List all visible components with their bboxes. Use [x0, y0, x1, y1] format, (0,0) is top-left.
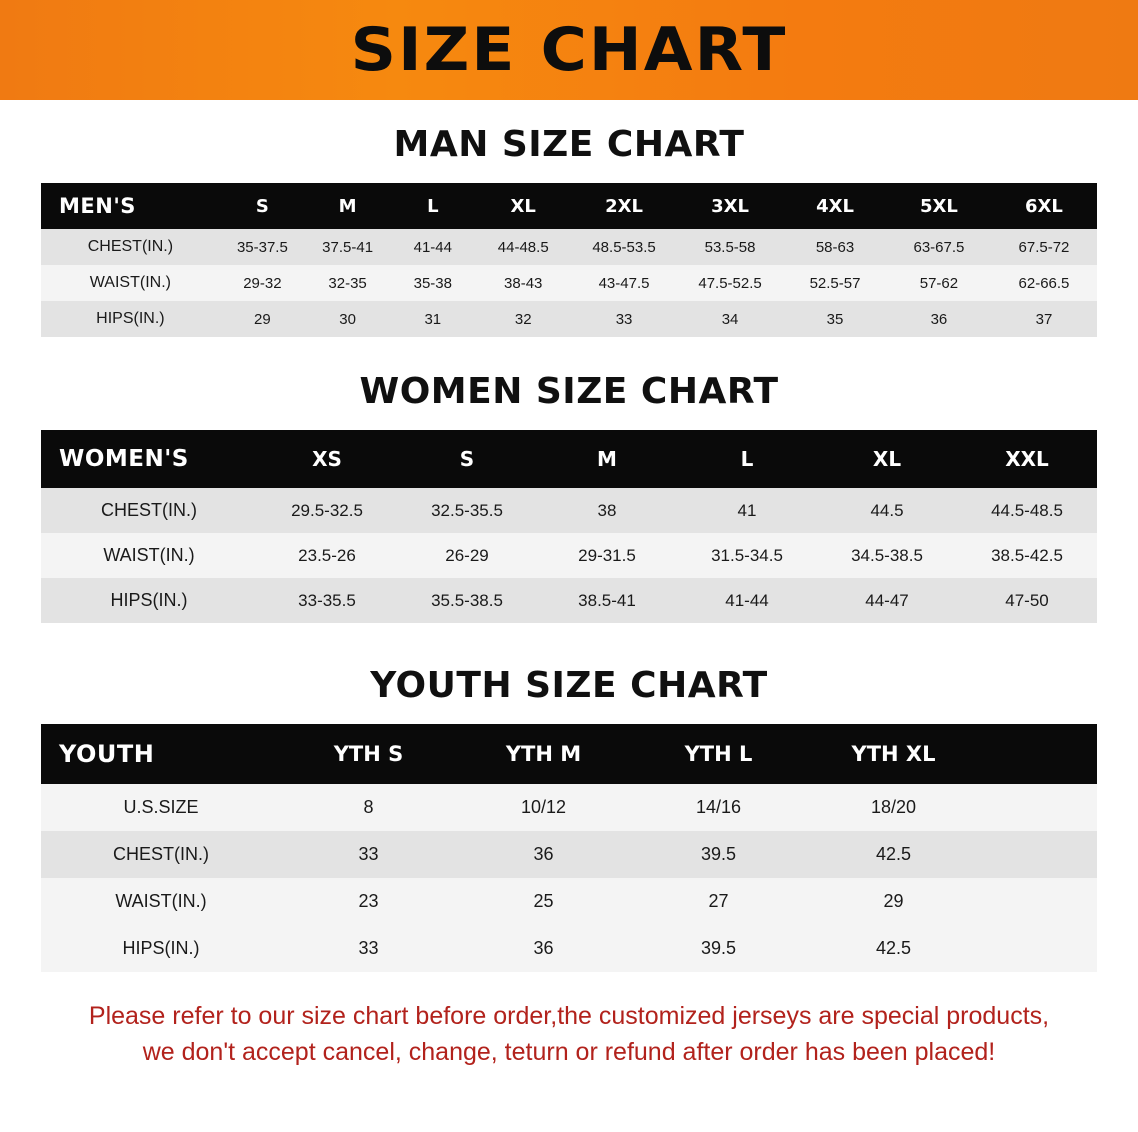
youth-row-label-chest: CHEST(IN.): [41, 831, 281, 878]
youth-header-label: YOUTH: [41, 724, 281, 784]
man-waist-3xl: 47.5-52.5: [677, 265, 783, 301]
women-row-label-chest: CHEST(IN.): [41, 488, 257, 533]
man-col-9: 6XL: [991, 183, 1097, 229]
disclaimer-line-2: we don't accept cancel, change, teturn or refund after order has been placed!: [142, 1038, 996, 1067]
women-hips-s: 35.5-38.5: [397, 578, 537, 623]
man-chest-3xl: 53.5-58: [677, 229, 783, 265]
youth-ussize-s: 8: [281, 784, 456, 831]
women-waist-l: 31.5-34.5: [677, 533, 817, 578]
man-chest-4xl: 58-63: [783, 229, 887, 265]
women-col-5: XL: [817, 430, 957, 488]
youth-col-4: YTH XL: [806, 724, 981, 784]
youth-row-label-waist: WAIST(IN.): [41, 878, 281, 925]
table-row: [41, 488, 1097, 533]
man-row-label-waist: WAIST(IN.): [41, 265, 220, 301]
women-waist-m: 29-31.5: [537, 533, 677, 578]
man-section-heading: MAN SIZE CHART: [393, 124, 745, 165]
women-col-1: XS: [257, 430, 397, 488]
man-hips-m: 30: [305, 301, 390, 337]
man-col-1: S: [220, 183, 305, 229]
table-row: [41, 229, 1097, 265]
youth-col-3: YTH L: [631, 724, 806, 784]
man-chest-2xl: 48.5-53.5: [571, 229, 677, 265]
man-col-2: M: [305, 183, 390, 229]
women-hips-xs: 33-35.5: [257, 578, 397, 623]
youth-row-label-hips: HIPS(IN.): [41, 925, 281, 972]
man-hips-5xl: 36: [887, 301, 991, 337]
table-row: [41, 925, 1097, 972]
women-waist-xxl: 38.5-42.5: [957, 533, 1097, 578]
table-row: [41, 878, 1097, 925]
women-size-table-wrapper: [41, 430, 1097, 623]
man-col-5: 2XL: [571, 183, 677, 229]
women-size-table: [41, 430, 1097, 623]
man-chest-s: 35-37.5: [220, 229, 305, 265]
table-row: [41, 533, 1097, 578]
women-hips-xxl: 47-50: [957, 578, 1097, 623]
youth-size-table: [41, 724, 1097, 972]
man-waist-5xl: 57-62: [887, 265, 991, 301]
man-col-7: 4XL: [783, 183, 887, 229]
man-col-6: 3XL: [677, 183, 783, 229]
man-hips-2xl: 33: [571, 301, 677, 337]
women-waist-s: 26-29: [397, 533, 537, 578]
women-chest-xs: 29.5-32.5: [257, 488, 397, 533]
women-row-label-hips: HIPS(IN.): [41, 578, 257, 623]
youth-chest-spacer: [981, 831, 1097, 878]
youth-row-label-ussize: U.S.SIZE: [41, 784, 281, 831]
man-waist-m: 32-35: [305, 265, 390, 301]
man-hips-s: 29: [220, 301, 305, 337]
women-table-header-row: [41, 430, 1097, 488]
women-chest-xxl: 44.5-48.5: [957, 488, 1097, 533]
man-col-4: XL: [475, 183, 571, 229]
women-chest-xl: 44.5: [817, 488, 957, 533]
youth-waist-l: 27: [631, 878, 806, 925]
women-section-heading: WOMEN SIZE CHART: [359, 371, 779, 412]
women-hips-xl: 44-47: [817, 578, 957, 623]
man-waist-4xl: 52.5-57: [783, 265, 887, 301]
women-chest-l: 41: [677, 488, 817, 533]
man-waist-6xl: 62-66.5: [991, 265, 1097, 301]
women-hips-m: 38.5-41: [537, 578, 677, 623]
youth-ussize-m: 10/12: [456, 784, 631, 831]
man-waist-2xl: 43-47.5: [571, 265, 677, 301]
man-size-table-wrapper: [41, 183, 1097, 337]
man-size-table: [41, 183, 1097, 337]
youth-hips-l: 39.5: [631, 925, 806, 972]
man-table-header-row: [41, 183, 1097, 229]
women-waist-xs: 23.5-26: [257, 533, 397, 578]
youth-waist-spacer: [981, 878, 1097, 925]
youth-ussize-xl: 18/20: [806, 784, 981, 831]
table-row: [41, 578, 1097, 623]
man-hips-6xl: 37: [991, 301, 1097, 337]
man-col-8: 5XL: [887, 183, 991, 229]
youth-col-1: YTH S: [281, 724, 456, 784]
youth-chest-xl: 42.5: [806, 831, 981, 878]
women-chest-s: 32.5-35.5: [397, 488, 537, 533]
youth-section-heading: YOUTH SIZE CHART: [370, 665, 768, 706]
man-chest-6xl: 67.5-72: [991, 229, 1097, 265]
women-col-6: XXL: [957, 430, 1097, 488]
women-header-label: WOMEN'S: [41, 430, 257, 488]
youth-waist-m: 25: [456, 878, 631, 925]
youth-chest-l: 39.5: [631, 831, 806, 878]
table-row: [41, 784, 1097, 831]
youth-col-2: YTH M: [456, 724, 631, 784]
youth-size-table-wrapper: [41, 724, 1097, 972]
man-col-3: L: [390, 183, 475, 229]
youth-col-spacer: [981, 724, 1097, 784]
table-row: [41, 301, 1097, 337]
youth-waist-xl: 29: [806, 878, 981, 925]
man-waist-l: 35-38: [390, 265, 475, 301]
man-waist-s: 29-32: [220, 265, 305, 301]
youth-chest-s: 33: [281, 831, 456, 878]
women-hips-l: 41-44: [677, 578, 817, 623]
man-row-label-chest: CHEST(IN.): [41, 229, 220, 265]
man-row-label-hips: HIPS(IN.): [41, 301, 220, 337]
page-banner: [0, 0, 1138, 100]
table-row: [41, 831, 1097, 878]
youth-hips-spacer: [981, 925, 1097, 972]
man-hips-3xl: 34: [677, 301, 783, 337]
women-waist-xl: 34.5-38.5: [817, 533, 957, 578]
man-hips-4xl: 35: [783, 301, 887, 337]
man-chest-xl: 44-48.5: [475, 229, 571, 265]
youth-table-header-row: [41, 724, 1097, 784]
man-waist-xl: 38-43: [475, 265, 571, 301]
youth-ussize-l: 14/16: [631, 784, 806, 831]
man-header-label: MEN'S: [41, 183, 220, 229]
women-col-4: L: [677, 430, 817, 488]
man-hips-l: 31: [390, 301, 475, 337]
table-row: [41, 265, 1097, 301]
youth-ussize-spacer: [981, 784, 1097, 831]
youth-hips-m: 36: [456, 925, 631, 972]
disclaimer-note: [34, 998, 1104, 1071]
women-row-label-waist: WAIST(IN.): [41, 533, 257, 578]
youth-hips-xl: 42.5: [806, 925, 981, 972]
youth-chest-m: 36: [456, 831, 631, 878]
women-col-2: S: [397, 430, 537, 488]
youth-hips-s: 33: [281, 925, 456, 972]
man-chest-m: 37.5-41: [305, 229, 390, 265]
man-chest-l: 41-44: [390, 229, 475, 265]
women-col-3: M: [537, 430, 677, 488]
page-title: SIZE CHART: [350, 15, 788, 85]
women-chest-m: 38: [537, 488, 677, 533]
youth-waist-s: 23: [281, 878, 456, 925]
man-chest-5xl: 63-67.5: [887, 229, 991, 265]
disclaimer-line-1: Please refer to our size chart before order,the customized jerseys are special products,: [88, 1002, 1050, 1030]
man-hips-xl: 32: [475, 301, 571, 337]
